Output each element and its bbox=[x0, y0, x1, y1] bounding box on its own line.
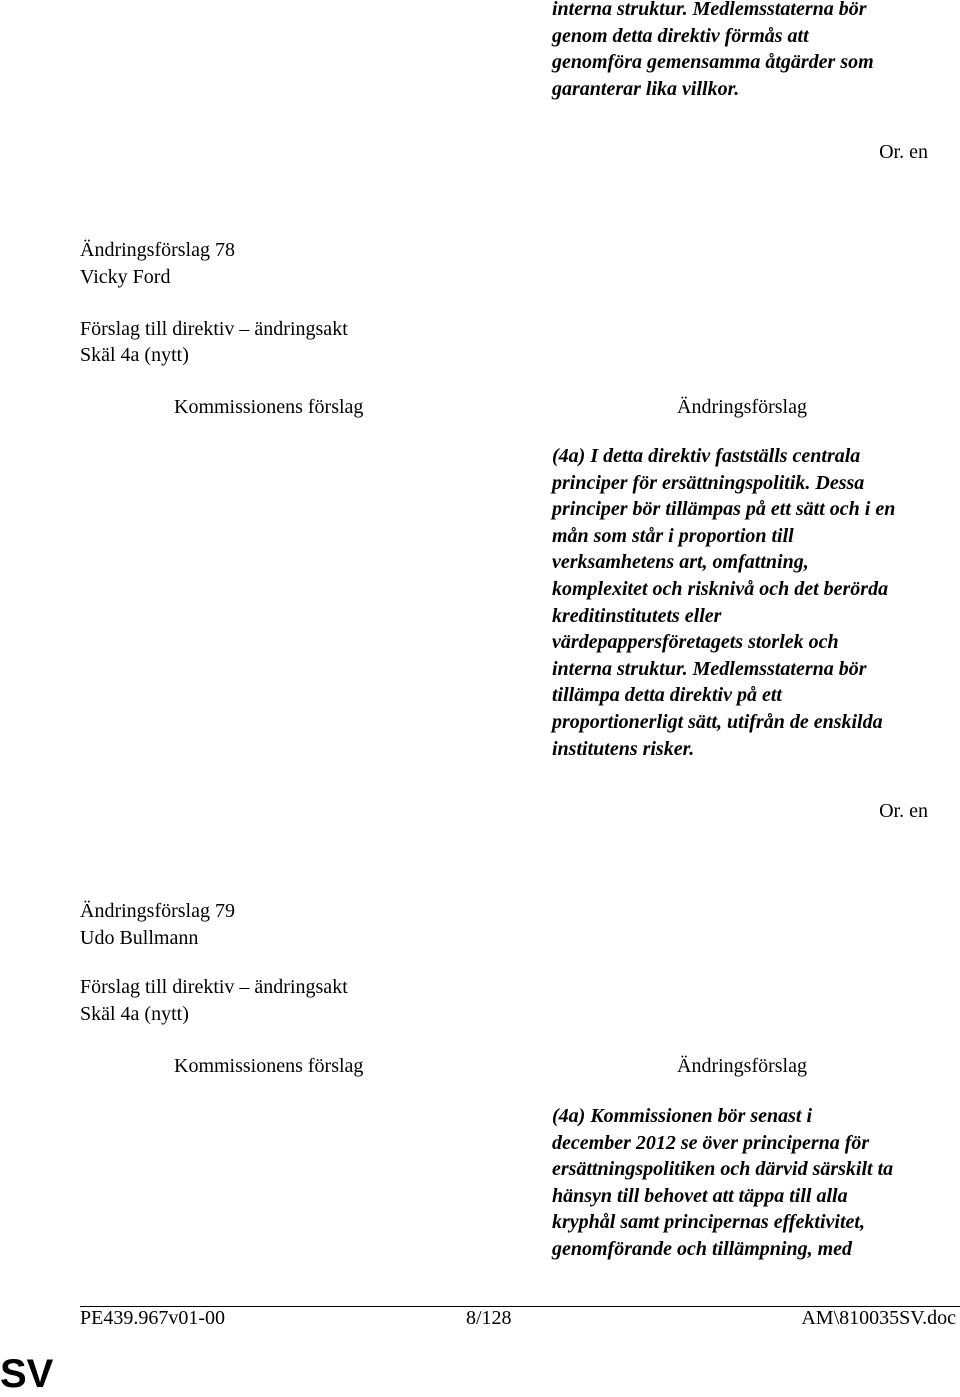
text-line: hänsyn till behovet att täppa till alla bbox=[552, 1184, 848, 1207]
amendment-author: Udo Bullmann bbox=[80, 927, 199, 949]
proposal-title: Förslag till direktiv – ändringsakt bbox=[80, 976, 348, 998]
text-line: interna struktur. Medlemsstaterna bör bbox=[552, 657, 867, 680]
proposal-title: Förslag till direktiv – ändringsakt bbox=[80, 318, 348, 340]
amendment-text bbox=[552, 1103, 952, 1263]
amendment-text bbox=[552, 443, 952, 762]
text-line: mån som står i proportion till bbox=[552, 524, 794, 547]
recital-reference: Skäl 4a (nytt) bbox=[80, 344, 189, 366]
text-line: kryphål samt principernas effektivitet, bbox=[552, 1211, 865, 1234]
commission-proposal-heading: Kommissionens förslag bbox=[174, 1055, 364, 1077]
text-line: ersättningspolitiken och därvid särskilt ta bbox=[552, 1158, 894, 1181]
original-language-label: Or. en bbox=[879, 800, 928, 822]
text-line: december 2012 se över principerna för bbox=[552, 1131, 870, 1154]
text-line: institutens risker. bbox=[552, 737, 695, 760]
text-line: värdepappersföretagets storlek och bbox=[552, 631, 839, 654]
text-line: proportionerligt sätt, utifrån de enskilda bbox=[552, 710, 883, 733]
language-code: SV bbox=[0, 1352, 54, 1396]
text-line: principer bör tillämpas på ett sätt och i en bbox=[552, 498, 896, 521]
amendment-number: Ändringsförslag 79 bbox=[80, 900, 235, 922]
text-line: komplexitet och risknivå och det berörda bbox=[552, 577, 889, 600]
text-line: (4a) Kommissionen bör senast i bbox=[552, 1105, 813, 1127]
text-line: genom detta direktiv förmås att bbox=[552, 24, 809, 47]
recital-reference: Skäl 4a (nytt) bbox=[80, 1003, 189, 1025]
footer-doc-ref: PE439.967v01-00 bbox=[80, 1307, 225, 1329]
original-language-label: Or. en bbox=[879, 141, 928, 163]
text-line: kreditinstitutets eller bbox=[552, 604, 722, 627]
text-line: verksamhetens art, omfattning, bbox=[552, 551, 809, 574]
commission-proposal-heading: Kommissionens förslag bbox=[174, 396, 364, 418]
amendment-heading: Ändringsförslag bbox=[677, 396, 807, 418]
amendment-number: Ändringsförslag 78 bbox=[80, 239, 235, 261]
text-line: garanterar lika villkor. bbox=[552, 77, 740, 100]
text-line: genomförande och tillämpning, med bbox=[552, 1237, 853, 1260]
amendment-author: Vicky Ford bbox=[80, 266, 171, 288]
text-line: tillämpa detta direktiv på ett bbox=[552, 684, 782, 707]
text-line: (4a) I detta direktiv fastställs centrala bbox=[552, 445, 861, 467]
continuation-text bbox=[552, 0, 952, 102]
text-line: interna struktur. Medlemsstaterna bör bbox=[552, 0, 867, 20]
footer-page-number: 8/128 bbox=[466, 1307, 512, 1329]
text-line: genomföra gemensamma åtgärder som bbox=[552, 51, 874, 74]
footer-file-name: AM\810035SV.doc bbox=[801, 1307, 956, 1329]
amendment-heading: Ändringsförslag bbox=[677, 1055, 807, 1077]
text-line: principer för ersättningspolitik. Dessa bbox=[552, 471, 865, 494]
